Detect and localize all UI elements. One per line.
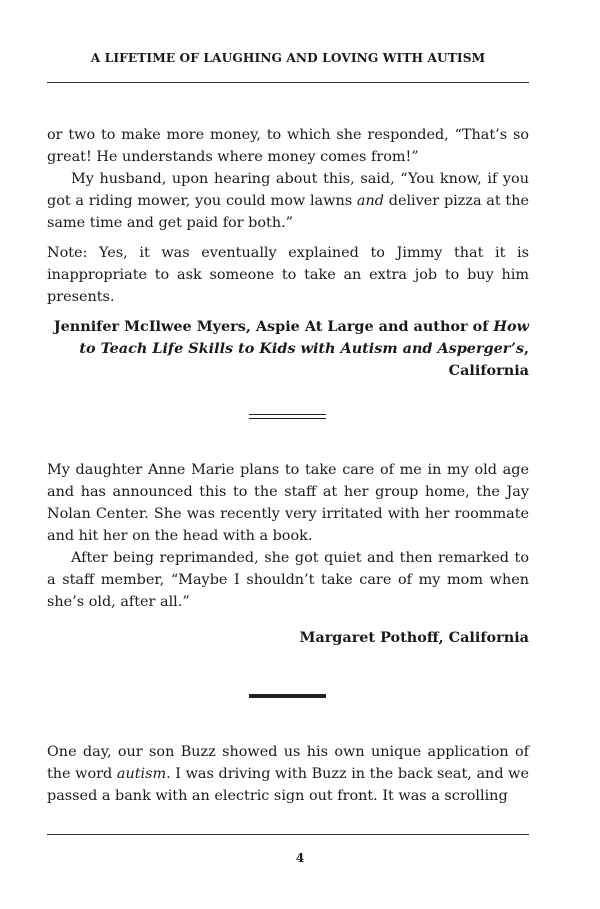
header-rule	[47, 82, 529, 83]
story-2-paragraph-1: My daughter Anne Marie plans to take care of me in my old age and has announced this to the staff at her group home, the Jay Nolan Center. She was recently very irritated with her roommate and hit her on the head with a book.	[47, 462, 529, 544]
story-1-attribution: Jennifer McIlwee Myers, Aspie At Large and author of How to Teach Life Skills to Kids with Autism and Asperger’s, California	[53, 318, 529, 379]
story-3	[47, 741, 529, 807]
story-1-paragraph-1: or two to make more money, to which she responded, “That’s so great! He understands where money comes from!”	[47, 127, 529, 165]
book-title: How to Teach Life Skills to Kids with Autism and Asperger’s	[79, 318, 529, 357]
emphasis: autism.	[116, 766, 171, 782]
story-1	[47, 124, 529, 382]
story-2-paragraph-2: After being reprimanded, she got quiet and then remarked to a staff member, “Maybe I shouldn’t take care of my mom when she’s old, after all.”	[47, 550, 529, 610]
page-number: 4	[295, 851, 305, 865]
story-3-paragraph-1: One day, our son Buzz showed us his own unique application of the word autism. I was driving with Buzz in the back seat, and we passed a bank with an electric sign out front. It was a scrolling	[47, 744, 529, 804]
story-2-attribution: Margaret Pothoff, California	[299, 629, 529, 646]
story-1-note: Note: Yes, it was eventually explained to Jimmy that it is inappropriate to ask someone to take an extra job to buy him presents.	[47, 245, 529, 305]
section-divider	[249, 694, 326, 698]
footer-rule	[47, 834, 529, 835]
story-2	[47, 459, 529, 649]
emphasis: and	[356, 193, 384, 209]
running-header: A LIFETIME OF LAUGHING AND LOVING WITH AUTISM	[90, 51, 486, 65]
story-1-paragraph-2: My husband, upon hearing about this, said, “You know, if you got a riding mower, you could mow lawns and deliver pizza at the same time and get paid for both.”	[47, 171, 529, 231]
section-divider	[249, 414, 326, 419]
